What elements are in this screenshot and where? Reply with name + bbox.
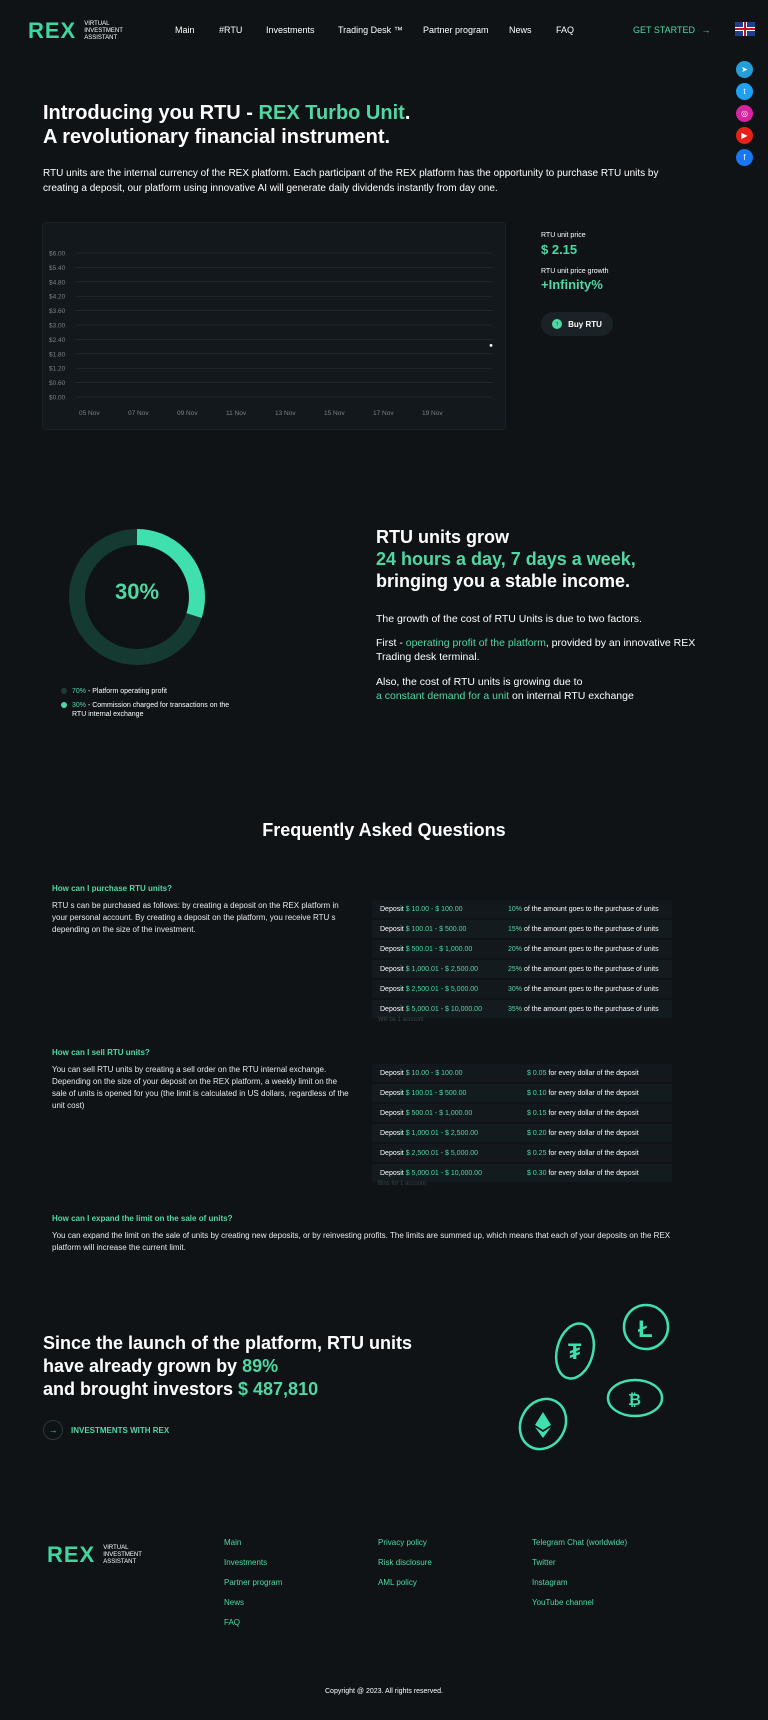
ethereum-icon: [511, 1390, 575, 1457]
grow-title: [376, 526, 736, 592]
logo-tagline-line: ASSISTANT: [84, 34, 118, 41]
y-tick-label: $4.80: [49, 279, 66, 287]
faq-q1-body: RTU s can be purchased as follows: by creating a deposit on the REX platform in your personal account. By creating a deposit on the platform, you receive RTU s depending on the size of the investment.: [52, 901, 339, 934]
deposit-range: Deposit $ 10.00 - $ 100.00: [380, 1069, 463, 1077]
table-row: [372, 1164, 672, 1182]
nav-faq[interactable]: FAQ: [556, 25, 575, 35]
table-row: [372, 1104, 672, 1122]
investments-link[interactable]: [43, 1420, 169, 1440]
footer-link-news[interactable]: News: [224, 1598, 245, 1607]
facebook-icon[interactable]: f: [736, 149, 753, 166]
investor-earnings: $ 487,810: [238, 1379, 319, 1399]
deposit-range: Deposit $ 100.01 - $ 500.00: [380, 925, 467, 933]
x-tick-label: 19 Nov: [422, 410, 443, 417]
legend-dot: [61, 702, 67, 708]
deposit-share: $ 0.15 for every dollar of the deposit: [527, 1109, 639, 1117]
deposit-range: Deposit $ 500.01 - $ 1,000.00: [380, 1109, 473, 1117]
y-tick-label: $0.00: [49, 394, 66, 402]
table-row: [372, 1084, 672, 1102]
table-row: [372, 920, 672, 938]
price-value: $ 2.15: [541, 242, 578, 257]
nav-partner-program[interactable]: Partner program: [423, 25, 489, 35]
x-tick-label: 17 Nov: [373, 410, 394, 417]
purchase-table: [372, 900, 672, 1026]
profit-donut: [62, 522, 212, 672]
tether-icon: [550, 1319, 599, 1382]
y-tick-label: $3.60: [49, 308, 66, 316]
x-tick-label: 05 Nov: [79, 410, 100, 417]
youtube-icon[interactable]: ▶: [736, 127, 753, 144]
faq-q2-title: How can I sell RTU units?: [52, 1048, 150, 1057]
nav-main[interactable]: Main: [175, 25, 195, 35]
investments-link-label: INVESTMENTS WITH REX: [71, 1425, 170, 1435]
buy-rtu-label: Buy RTU: [568, 319, 602, 329]
twitter-icon[interactable]: t: [736, 83, 753, 100]
svg-text:₮: ₮: [568, 1339, 582, 1364]
faq-q3-title: How can I expand the limit on the sale of units?: [52, 1214, 233, 1223]
table-row: [372, 1064, 672, 1082]
uk-flag-icon[interactable]: [735, 22, 755, 36]
faq-q1-title: How can I purchase RTU units?: [52, 884, 173, 893]
deposit-share: $ 0.20 for every dollar of the deposit: [527, 1129, 639, 1137]
table-row: [372, 1144, 672, 1162]
deposit-share: 35% of the amount goes to the purchase of units: [508, 1005, 659, 1013]
footer-link-investments[interactable]: Investments: [224, 1558, 268, 1567]
nav-investments[interactable]: Investments: [266, 25, 315, 35]
table-row: [372, 980, 672, 998]
intro-title-highlight: REX Turbo Unit: [258, 102, 405, 124]
sell-limit-table: [372, 1064, 672, 1190]
y-tick-label: $2.40: [49, 336, 66, 344]
deposit-share: 30% of the amount goes to the purchase of units: [508, 985, 659, 993]
footer-link-telegram-chat-worldwide[interactable]: Telegram Chat (worldwide): [532, 1538, 628, 1547]
footer-link-twitter[interactable]: Twitter: [532, 1558, 556, 1567]
legend-item-commission: [61, 701, 231, 719]
legend-text: 70% - Platform operating profit: [72, 688, 167, 695]
deposit-share: 10% of the amount goes to the purchase of units: [508, 905, 659, 913]
x-tick-label: 11 Nov: [226, 410, 247, 417]
footer-link-faq[interactable]: FAQ: [224, 1618, 241, 1627]
grow-title-line: bringing you a stable income.: [376, 571, 631, 591]
grow-p2: First - operating profit of the platform, provided by an innovative REX Trading desk terminal.: [376, 637, 696, 663]
logo-tagline-line: VIRTUAL: [84, 20, 110, 27]
deposit-range: Deposit $ 2,500.01 - $ 5,000.00: [380, 985, 479, 993]
deposit-share: $ 0.25 for every dollar of the deposit: [527, 1149, 639, 1157]
stats-headline: [43, 1332, 483, 1401]
intro-title: [43, 101, 643, 149]
stats-line: have already grown by: [43, 1356, 243, 1376]
deposit-range: Deposit $ 5,000.01 - $ 10,000.00: [380, 1005, 482, 1013]
intro-title-line2: A revolutionary financial instrument.: [43, 126, 391, 148]
buy-rtu-button[interactable]: [541, 312, 613, 336]
grow-title-highlight: 24 hours a day, 7 days a week,: [376, 549, 636, 569]
x-tick-label: 07 Nov: [128, 410, 149, 417]
arrow-right-icon: →: [701, 25, 711, 35]
nav-rtu[interactable]: #RTU: [219, 25, 243, 35]
logo-tagline: [84, 21, 123, 42]
nav-trading-desk[interactable]: Trading Desk ™: [338, 25, 403, 35]
deposit-range: Deposit $ 100.01 - $ 500.00: [380, 1089, 467, 1097]
bitcoin-icon: [608, 1380, 662, 1416]
header-logo[interactable]: [28, 18, 123, 44]
deposit-share: $ 0.10 for every dollar of the deposit: [527, 1089, 639, 1097]
growth-label: RTU unit price growth: [541, 268, 609, 275]
legend-dot: [61, 688, 67, 694]
y-tick-label: $1.80: [49, 351, 66, 359]
table-row: [372, 940, 672, 958]
footer-link-risk-disclosure[interactable]: Risk disclosure: [378, 1558, 432, 1567]
deposit-share: 25% of the amount goes to the purchase of units: [508, 965, 659, 973]
deposit-share: 15% of the amount goes to the purchase of units: [508, 925, 659, 933]
footer-link-main[interactable]: Main: [224, 1538, 242, 1547]
intro-text: RTU units are the internal currency of the REX platform. Each participant of the REX platform has the opportunity to purchase RTU units by creating a deposit, our platform using innovative AI will generate daily dividends instantly from day one.: [43, 168, 659, 194]
deposit-share: $ 0.05 for every dollar of the deposit: [527, 1069, 639, 1077]
get-started-label: GET STARTED: [633, 25, 696, 35]
footer-link-privacy-policy[interactable]: Privacy policy: [378, 1538, 427, 1547]
sell-table-note: Bins for 1 account: [378, 1181, 427, 1187]
legend-item-operating-profit: [61, 687, 231, 696]
faq-q2-body: You can sell RTU units by creating a sell order on the RTU internal exchange. Depending on the size of your deposit on the REX platform, a weekly limit on the sale of units is opened for you (the limit is calculated in US dollars, regardless of the unit cost): [52, 1065, 349, 1110]
deposit-range: Deposit $ 10.00 - $ 100.00: [380, 905, 463, 913]
copyright: Copyright @ 2023. All rights reserved.: [325, 1688, 443, 1695]
growth-percent: 89%: [242, 1356, 279, 1376]
price-point: [490, 344, 493, 347]
deposit-range: Deposit $ 1,000.01 - $ 2,500.00: [380, 965, 479, 973]
faq-q3-body: You can expand the limit on the sale of units by creating new deposits, or by reinvesting profits. The limits are summed up, which means that each of your deposits on the REX platform will increase the current limit.: [52, 1231, 671, 1252]
footer-logo[interactable]: [47, 1542, 142, 1568]
price-label: RTU unit price: [541, 232, 586, 239]
deposit-range: Deposit $ 500.01 - $ 1,000.00: [380, 945, 473, 953]
table-row: [372, 1000, 672, 1018]
svg-text:Ł: Ł: [638, 1316, 653, 1343]
grow-p3: Also, the cost of RTU units is growing due to a constant demand for a unit on internal RTU exchange: [376, 676, 634, 702]
y-tick-label: $0.60: [49, 380, 66, 388]
grow-p1: The growth of the cost of RTU Units is due to two factors.: [376, 613, 642, 625]
footer-link-partner-program[interactable]: Partner program: [224, 1578, 283, 1587]
logo-tagline-line: INVESTMENT: [84, 27, 123, 34]
x-tick-label: 13 Nov: [275, 410, 296, 417]
get-started-button[interactable]: [633, 25, 711, 35]
footer-link-aml-policy[interactable]: AML policy: [378, 1578, 417, 1587]
purchase-table-note: Will be 1 account: [378, 1017, 424, 1023]
table-row: [372, 960, 672, 978]
deposit-range: Deposit $ 2,500.01 - $ 5,000.00: [380, 1149, 479, 1157]
table-row: [372, 1124, 672, 1142]
stats-line: Since the launch of the platform, RTU units: [43, 1333, 413, 1353]
intro-title-part: Introducing you RTU -: [43, 102, 259, 124]
logo-mark: REX: [28, 18, 77, 43]
donut-label: 30%: [114, 579, 160, 604]
price-chart-svg: [43, 223, 507, 431]
footer-link-instagram[interactable]: Instagram: [532, 1578, 568, 1587]
arrow-right-icon: →: [43, 1420, 63, 1440]
nav-news[interactable]: News: [509, 25, 532, 35]
rtu-price-chart: [42, 222, 506, 430]
deposit-share: $ 0.30 for every dollar of the deposit: [527, 1169, 639, 1177]
logo-mark: REX: [47, 1542, 96, 1567]
footer-link-youtube-channel[interactable]: YouTube channel: [532, 1598, 594, 1607]
litecoin-icon: [624, 1305, 668, 1349]
arrow-up-icon: ↑: [552, 319, 562, 329]
faq-title: Frequently Asked Questions: [262, 820, 506, 840]
svg-text:₿: ₿: [628, 1392, 642, 1409]
y-tick-label: $5.40: [49, 264, 66, 272]
grow-title-line: RTU units grow: [376, 527, 509, 547]
logo-tagline: VIRTUAL INVESTMENT ASSISTANT: [103, 1544, 142, 1565]
y-tick-label: $3.00: [49, 322, 66, 330]
stats-line: and brought investors: [43, 1379, 239, 1399]
x-tick-label: 15 Nov: [324, 410, 345, 417]
legend-text: 30% - Commission charged for transactions on the RTU internal exchange: [72, 702, 230, 718]
table-row: [372, 900, 672, 918]
growth-value: +Infinity%: [541, 277, 603, 292]
y-tick-label: $1.20: [49, 365, 66, 373]
deposit-range: Deposit $ 1,000.01 - $ 2,500.00: [380, 1129, 479, 1137]
deposit-share: 20% of the amount goes to the purchase of units: [508, 945, 659, 953]
instagram-icon[interactable]: ◎: [736, 105, 753, 122]
y-tick-label: $4.20: [49, 293, 66, 301]
intro-title-part: .: [404, 102, 411, 124]
donut-legend: [61, 687, 231, 719]
x-tick-label: 09 Nov: [177, 410, 198, 417]
telegram-icon[interactable]: ➤: [736, 61, 753, 78]
crypto-coins-illustration: [505, 1295, 685, 1475]
deposit-range: Deposit $ 5,000.01 - $ 10,000.00: [380, 1169, 482, 1177]
y-tick-label: $6.00: [49, 250, 66, 258]
